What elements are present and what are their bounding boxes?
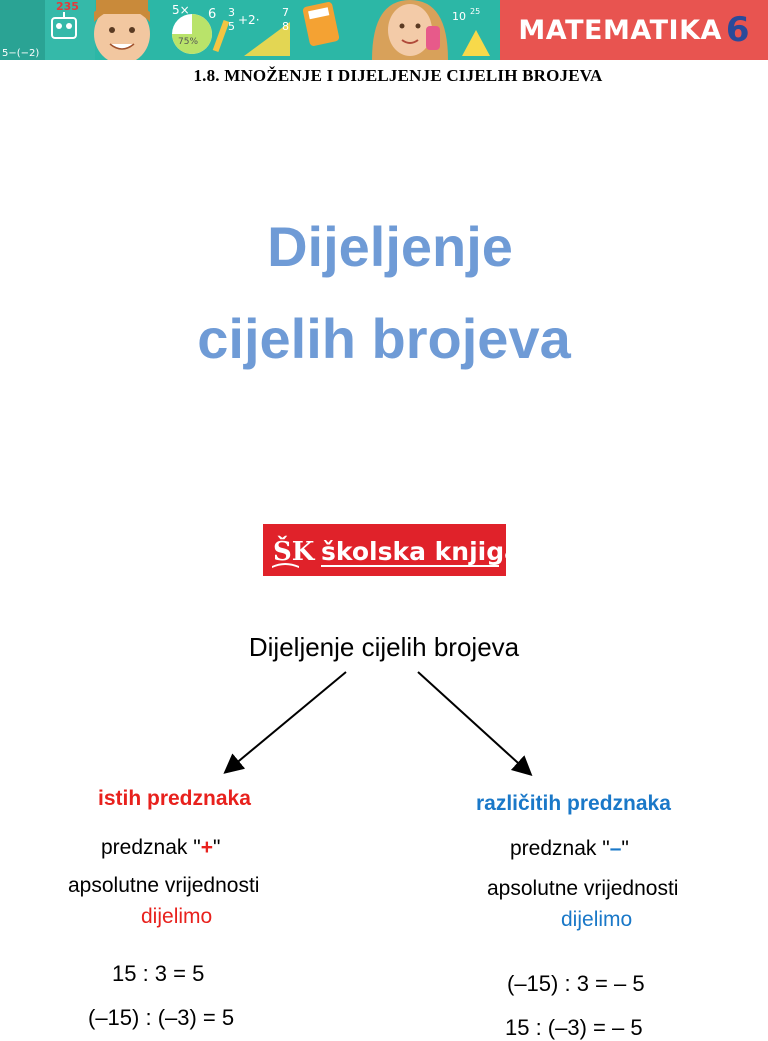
page-title-line-2: cijelih brojeva bbox=[197, 307, 571, 370]
arrow-right bbox=[418, 672, 528, 772]
section-title: 1.8. MNOŽENJE I DIJELJENJE CIJELIH BROJEVA bbox=[193, 66, 603, 85]
left-sign-rule bbox=[101, 836, 220, 860]
right-sign: – bbox=[609, 837, 622, 860]
diagram-heading: Dijeljenje cijelih brojeva bbox=[248, 632, 520, 662]
right-sign-rule bbox=[510, 837, 629, 861]
left-sign-suffix: " bbox=[212, 836, 221, 859]
right-abs-text: apsolutne vrijednosti bbox=[487, 877, 679, 900]
header-collage-illustration bbox=[0, 0, 500, 60]
pencil-icon bbox=[213, 20, 230, 52]
left-sign-prefix: predznak " bbox=[101, 836, 201, 859]
collage-text: 25 bbox=[470, 7, 481, 16]
left-branch-title: istih predznaka bbox=[98, 787, 251, 810]
left-example-2: (–15) : (–3) = 5 bbox=[88, 1005, 235, 1030]
diagram-arrows bbox=[0, 660, 768, 790]
collage-text: 3 bbox=[228, 6, 235, 19]
right-sign-prefix: predznak " bbox=[510, 837, 610, 860]
girl-photo bbox=[372, 0, 448, 60]
calculator-icon bbox=[302, 1, 340, 46]
collage-text: 235 bbox=[56, 0, 79, 13]
right-example-1: (–15) : 3 = – 5 bbox=[507, 971, 645, 996]
left-abs-text: apsolutne vrijednosti bbox=[68, 874, 260, 897]
header-banner bbox=[0, 0, 768, 60]
pie-chart-doodle-icon bbox=[172, 14, 212, 54]
brand-block bbox=[500, 0, 768, 60]
brand-word: MATEMATIKA bbox=[518, 14, 722, 46]
publisher-name: školska knjiga bbox=[321, 537, 506, 566]
page-title-line-1: Dijeljenje bbox=[267, 215, 513, 278]
collage-text: 5× bbox=[172, 3, 190, 17]
collage-text: 10 bbox=[452, 10, 466, 23]
collage-text: +2· bbox=[238, 13, 260, 27]
collage-text: 6 bbox=[208, 7, 217, 22]
brand-number: 6 bbox=[725, 10, 750, 50]
triangle-doodle-icon bbox=[462, 30, 490, 56]
collage-text: 5−(−2) bbox=[2, 48, 40, 59]
right-operation: dijelimo bbox=[561, 908, 633, 931]
boy-photo bbox=[94, 0, 150, 60]
collage-text: 75% bbox=[178, 37, 199, 47]
right-sign-suffix: " bbox=[621, 837, 629, 860]
publisher-logo bbox=[263, 524, 506, 576]
collage-text: 5 bbox=[228, 20, 235, 33]
publisher-logo-graphic bbox=[263, 524, 506, 576]
arrow-left bbox=[228, 672, 346, 770]
collage-text: 7 bbox=[282, 6, 289, 19]
left-operation: dijelimo bbox=[141, 905, 213, 928]
publisher-mark: ŠK bbox=[273, 537, 315, 567]
right-branch-title: različitih predznaka bbox=[476, 792, 671, 815]
left-example-1: 15 : 3 = 5 bbox=[112, 961, 205, 986]
right-example-2: 15 : (–3) = – 5 bbox=[505, 1015, 643, 1040]
collage-text: 8 bbox=[282, 20, 289, 33]
left-sign: + bbox=[200, 836, 213, 859]
